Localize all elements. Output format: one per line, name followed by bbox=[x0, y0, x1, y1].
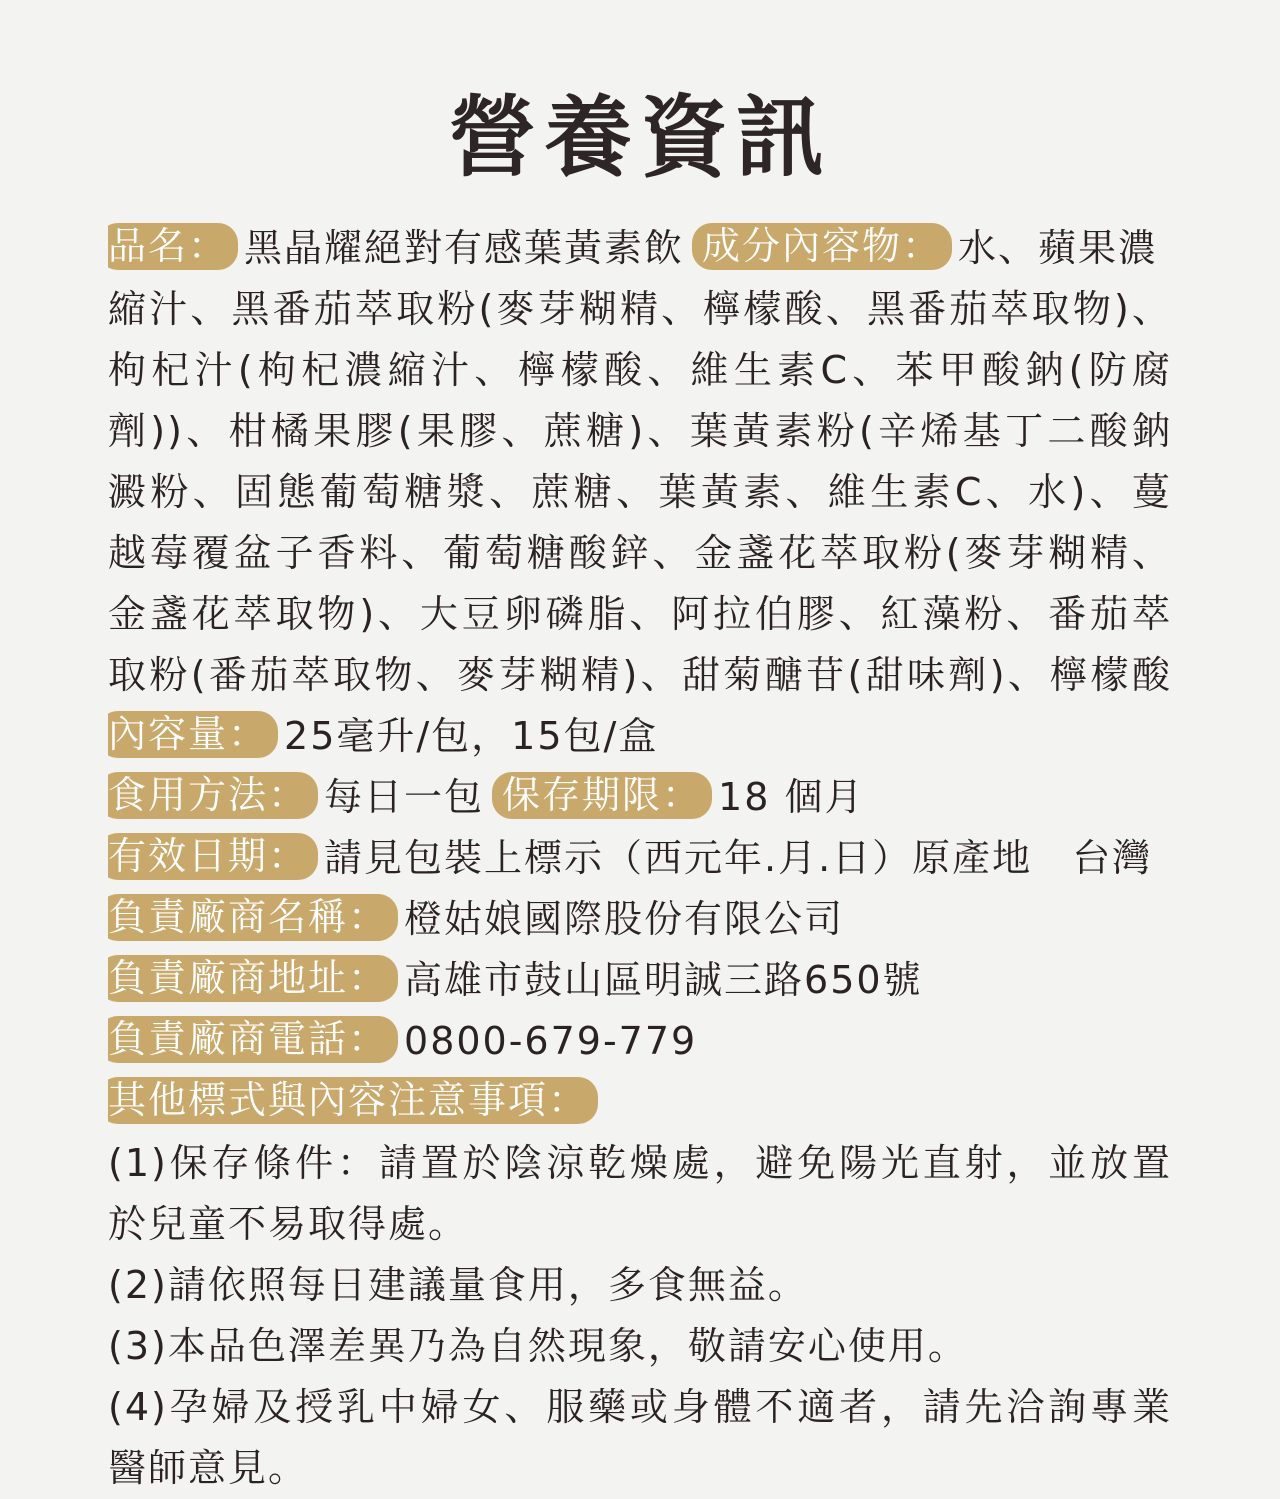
ingredients-line-1: 縮汁、黑番茄萃取粉(麥芽糊精、檸檬酸、黑番茄萃取物)、 bbox=[108, 287, 1172, 331]
usage-label: 食用方法： bbox=[108, 772, 318, 819]
note-line-1: 於兒童不易取得處。 bbox=[108, 1202, 469, 1246]
ingredients-line-6: 金盞花萃取物)、大豆卵磷脂、阿拉伯膠、紅藻粉、番茄萃 bbox=[108, 592, 1172, 636]
product-label: 品名： bbox=[108, 223, 238, 270]
ingredients-line-4: 澱粉、固態葡萄糖漿、蔗糖、葉黃素、維生素C、水)、蔓 bbox=[108, 470, 1172, 514]
note-line-4: (4)孕婦及授乳中婦女、服藥或身體不適者，請先洽詢專業 bbox=[108, 1385, 1172, 1429]
shelf-life-value: 18 個月 bbox=[718, 775, 865, 819]
ingredients-line-5: 越莓覆盆子香料、葡萄糖酸鋅、金盞花萃取粉(麥芽糊精、 bbox=[108, 531, 1172, 575]
usage-value: 每日一包 bbox=[324, 775, 485, 819]
origin-value: 台灣 bbox=[1072, 836, 1153, 880]
note-line-2: (2)請依照每日建議量食用，多食無益。 bbox=[108, 1263, 808, 1307]
notes-label: 其他標式與內容注意事項： bbox=[108, 1077, 598, 1124]
product-line bbox=[108, 218, 1172, 279]
company-address-value: 高雄市鼓山區明誠三路650號 bbox=[404, 958, 923, 1002]
volume-line bbox=[108, 706, 1172, 767]
note-line-5: 醫師意見。 bbox=[108, 1446, 309, 1490]
expiry-label: 有效日期： bbox=[108, 833, 318, 880]
company-phone-label: 負責廠商電話： bbox=[108, 1016, 398, 1063]
volume-value: 25毫升/包，15包/盒 bbox=[284, 714, 659, 758]
notes-heading-line bbox=[108, 1072, 1172, 1133]
page-title: 營養資訊 bbox=[447, 85, 832, 189]
ingredients-line-3: 劑))、柑橘果膠(果膠、蔗糖)、葉黃素粉(辛烯基丁二酸鈉 bbox=[108, 409, 1172, 453]
expiry-line bbox=[108, 828, 1172, 889]
company-name-value: 橙姑娘國際股份有限公司 bbox=[404, 897, 845, 941]
company-phone-line bbox=[108, 1011, 1172, 1072]
note-line-0: (1)保存條件：請置於陰涼乾燥處，避免陽光直射，並放置 bbox=[108, 1141, 1172, 1185]
expiry-value: 請見包裝上標示（西元年.月.日）原產地 bbox=[324, 836, 1033, 880]
company-address-line bbox=[108, 950, 1172, 1011]
ingredients-line-0: 水、蘋果濃 bbox=[958, 226, 1159, 270]
ingredients-line-7: 取粉(番茄萃取物、麥芽糊精)、甜菊醣苷(甜味劑)、檸檬酸 bbox=[108, 653, 1172, 697]
company-phone-value: 0800-679-779 bbox=[404, 1019, 698, 1063]
company-name-line bbox=[108, 889, 1172, 950]
company-address-label: 負責廠商地址： bbox=[108, 955, 398, 1002]
product-value: 黑晶耀絕對有感葉黃素飲 bbox=[244, 226, 685, 270]
company-name-label: 負責廠商名稱： bbox=[108, 894, 398, 941]
ingredients-label: 成分內容物： bbox=[692, 223, 952, 270]
shelf-life-label: 保存期限： bbox=[492, 772, 712, 819]
note-line-3: (3)本品色澤差異乃為自然現象，敬請安心使用。 bbox=[108, 1324, 968, 1368]
info-body bbox=[108, 218, 1172, 1499]
usage-line bbox=[108, 767, 1172, 828]
ingredients-line-2: 枸杞汁(枸杞濃縮汁、檸檬酸、維生素C、苯甲酸鈉(防腐 bbox=[108, 348, 1172, 392]
volume-label: 內容量： bbox=[108, 711, 278, 758]
